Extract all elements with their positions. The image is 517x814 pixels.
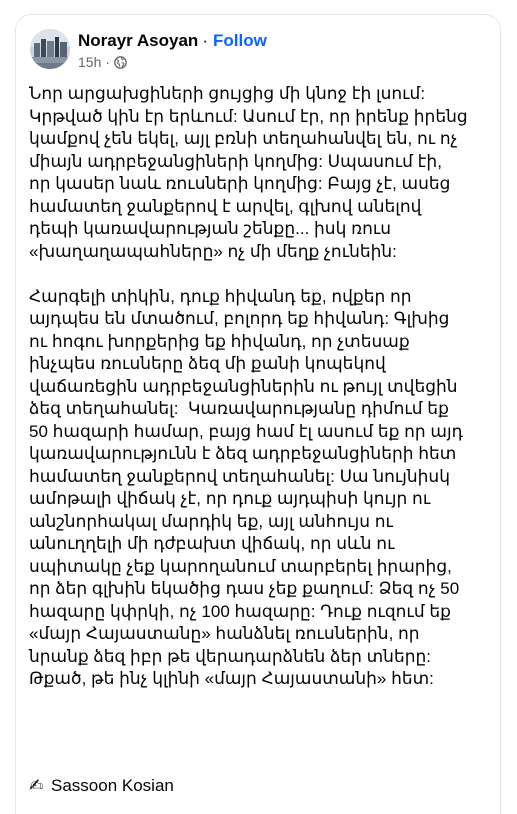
post-meta [78, 54, 127, 70]
paragraph-1-line: դեպի կառավարության շենքը... իսկ ռուս [29, 219, 392, 238]
name-line [78, 31, 267, 51]
paragraph-2-line: 50 հազարի համար, բայց համ էլ ասում եք որ այդ [29, 421, 463, 441]
paragraph-2-line: այդպես են մտածում, բոլորդ եք հիվանդ: Գլխից [29, 309, 450, 328]
post-header [30, 29, 486, 77]
paragraph-1-line: որ կասեր նաև ռուսների կողմից: Բայց չէ, ասեց [29, 174, 451, 193]
paragraph-1-line: Կրթված կին էր երևում: Ասում էր, որ իրենք իրենց [29, 106, 468, 126]
paragraph-2-line: կառավարությունն է ձեզ ադրբեջանցիների հետ [29, 444, 457, 463]
signature [29, 775, 174, 797]
signature-name: Sassoon Kosian [51, 776, 174, 795]
paragraph-2-line: համատեղ ջանքերով տեղահանել: Սա նույնիսկ [29, 466, 450, 486]
paragraph-1-line: միայն ադրբեջանցիների կողմից: Սպասում էի, [29, 151, 442, 171]
paragraph-2-line: սպիտակը չեք կարողանում տարբերել իրարից, [29, 556, 452, 576]
paragraph-2-line: անուղղելի մի դժբախտ վիճակ, որ սևն ու [29, 534, 395, 553]
post-card [15, 14, 501, 814]
post-timestamp[interactable]: 15h [78, 54, 102, 70]
paragraph-1-line: «խաղաղապահները» ոչ մի մեղք չունեին: [29, 241, 397, 261]
paragraph-2-line: հազարը կփրկի, ոչ 100 հազարը: Դուք ուզում եք [29, 601, 451, 621]
paragraph-2-line: ու հոգու խորքերից եք հիվանդ, որ չտեսաք [29, 331, 410, 351]
post-paragraph-2 [29, 286, 493, 691]
post-paragraph-1 [29, 83, 493, 263]
paragraph-2-line: վաճառեցին ադրբեջանցիներին ու թույլ տվեցին [29, 376, 458, 396]
paragraph-2-line: Թքած, թե ինչ կլինի «մայր Հայաստանի» հետ: [29, 669, 434, 688]
paragraph-2-line: ինչպես ռուսները ձեզ մի քանի կոպեկով [29, 354, 386, 373]
paragraph-2-line: ամոթալի վիճակ չէ, որ դուք այդպիսի կույր ու [29, 489, 431, 508]
avatar[interactable] [30, 29, 70, 69]
avatar-image [30, 29, 70, 69]
paragraph-1-line: համատեղ ջանքերով է արվել, գլխով անելով [29, 196, 422, 216]
paragraph-1-line: կամքով չեն եկել, այլ բռնի տեղահանվել են, ու ոչ [29, 129, 458, 148]
follow-button[interactable]: Follow [212, 31, 267, 50]
paragraph-gap [29, 263, 493, 286]
paragraph-2-line: «մայր Հայաստանը» հանձնել ռուսներին, որ [29, 624, 420, 643]
paragraph-2-line: ձեզ տեղահանել: Կառավարությանը դիմում եք [29, 399, 449, 418]
writing-hand-icon: ✍ [29, 776, 44, 795]
paragraph-2-line: Հարգելի տիկին, դուք հիվանդ եք, ովքեր որ [29, 286, 412, 306]
author-name[interactable]: Norayr Asoyan [78, 31, 199, 50]
name-separator: · [202, 31, 208, 50]
paragraph-1-line: Նոր արցախցիների ցույցից մի կնոջ էի լսում: [29, 84, 426, 103]
globe-icon[interactable] [114, 56, 127, 69]
post-body [29, 83, 493, 691]
meta-separator: · [105, 54, 111, 70]
paragraph-2-line: որ ձեր գլխին եկածից դաս չեք քաղում: Ձեզ ոչ 50 [29, 579, 460, 598]
paragraph-2-line: անշնորհակալ մարդիկ եք, այլ անհույս ու [29, 511, 393, 531]
paragraph-2-line: նրանք ձեզ իբր թե վերադարձնեն ձեր տները: [29, 646, 431, 666]
